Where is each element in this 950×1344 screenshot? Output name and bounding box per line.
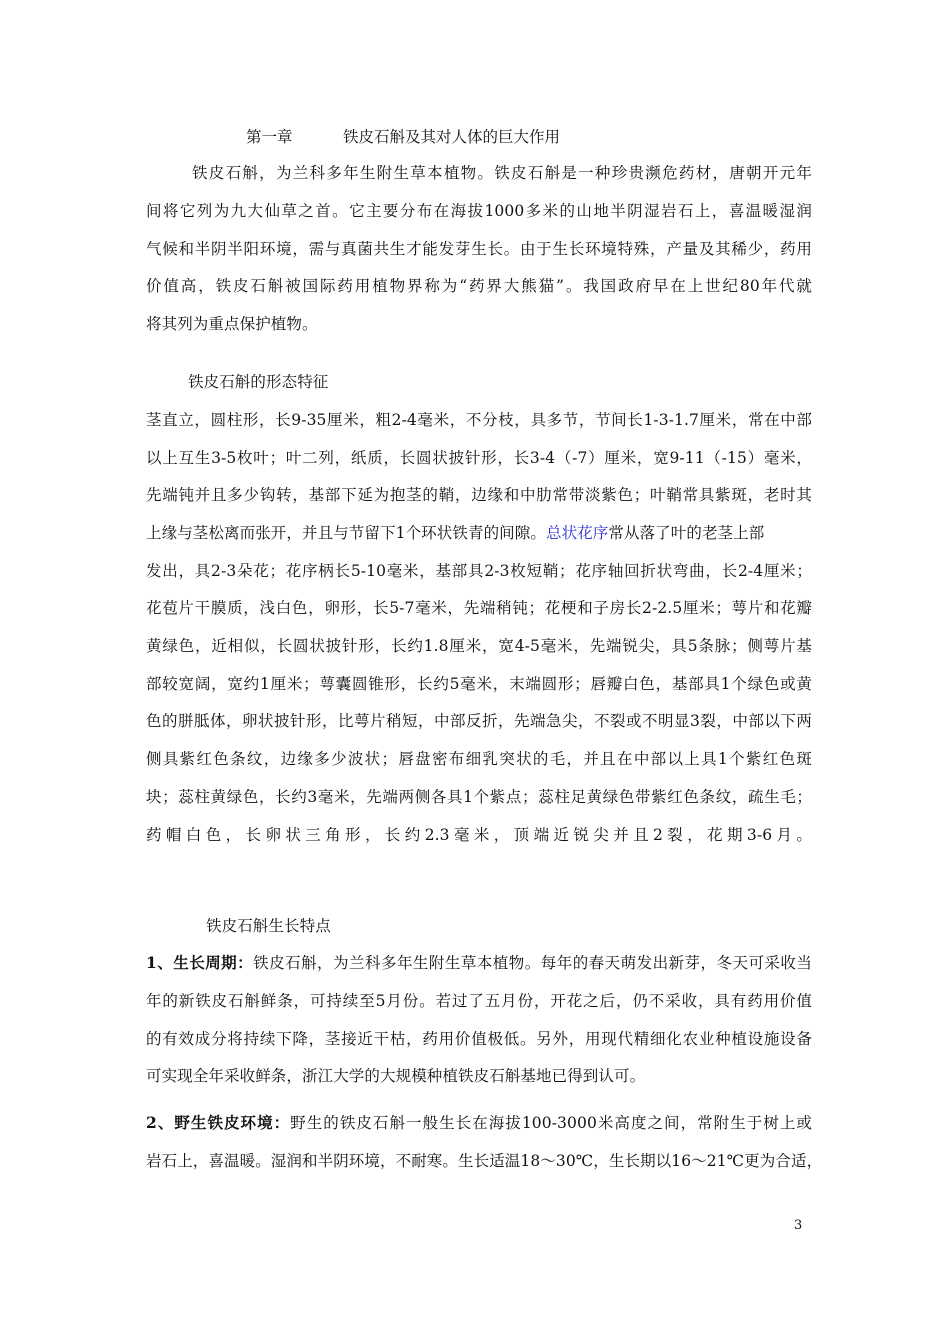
morphology-line: 先端钝并且多少钩转，基部下延为抱茎的鞘，边缘和中肋常带淡紫色；叶鞘常具紫斑，老时其 [146,486,812,504]
growth-item-2-line [146,1113,812,1133]
morphology-line: 花苞片干膜质，浅白色，卵形，长5-7毫米，先端稍钝；花梗和子房长2-2.5厘米；萼片和花瓣 [146,599,812,617]
inflorescence-link[interactable]: 总状花序 [545,524,609,542]
chapter-number: 第一章 [246,128,293,146]
section-heading-growth: 铁皮石斛生长特点 [206,917,331,935]
page-number: 3 [794,1218,803,1233]
morphology-line: 黄绿色，近相似，长圆状披针形，长约1.8厘米，宽4-5毫米，先端锐尖，具5条脉；侧萼片基 [146,637,812,655]
morphology-text: 常从落了叶的老茎上部 [608,524,765,542]
intro-line: 价值高，铁皮石斛被国际药用植物界称为“药界大熊猫”。我国政府早在上世纪80年代就 [146,277,812,295]
morphology-line: 以上互生3-5枚叶；叶二列，纸质，长圆状披针形，长3-4（-7）厘米，宽9-11（-15）毫米， [146,449,812,467]
morphology-line: 部较宽阔，宽约1厘米；萼囊圆锥形，长约5毫米，末端圆形；唇瓣白色，基部具1个绿色或黄 [146,675,812,693]
morphology-line: 侧具紫红色条纹，边缘多少波状；唇盘密布细乳突状的毛，并且在中部以上具1个紫红色斑 [146,750,812,768]
growth-cycle-text: 铁皮石斛，为兰科多年生附生草本植物。每年的春天萌发出新芽，冬天可采收当 [253,954,812,972]
morphology-line: 色的胼胝体，卵状披针形，比萼片稍短，中部反折，先端急尖，不裂或不明显3裂，中部以下两 [146,712,812,730]
morphology-text: 上缘与茎松离而张开，并且与节留下1个环状铁青的间隙。 [146,524,546,542]
chapter-title: 铁皮石斛及其对人体的巨大作用 [343,128,561,146]
morphology-line: 块；蕊柱黄绿色，长约3毫米，先端两侧各具1个紫点；蕊柱足黄绿色带紫红色条纹，疏生毛； [146,788,812,806]
intro-line: 将其列为重点保护植物。 [146,315,318,333]
section-heading-morphology: 铁皮石斛的形态特征 [188,373,329,391]
wild-environment-text: 野生的铁皮石斛一般生长在海拔100-3000米高度之间，常附生于树上或 [290,1114,812,1132]
morphology-line-with-link [146,523,812,543]
intro-line: 气候和半阴半阳环境，需与真菌共生才能发芽生长。由于生长环境特殊，产量及其稀少，药用 [146,240,812,258]
growth-line: 可实现全年采收鲜条，浙江大学的大规模种植铁皮石斛基地已得到认可。 [146,1067,646,1085]
wild-environment-label: 2、野生铁皮环境： [146,1113,291,1132]
morphology-line: 发出，具2-3朵花；花序柄长5-10毫米，基部具2-3枚短鞘；花序轴回折状弯曲，长2-4厘米； [146,562,812,580]
intro-line: 铁皮石斛，为兰科多年生附生草本植物。铁皮石斛是一种珍贵濒危药材，唐朝开元年 [192,164,812,182]
growth-line: 年的新铁皮石斛鲜条，可持续至5月份。若过了五月份，开花之后，仍不采收，具有药用价值 [146,992,812,1010]
morphology-line: 药帽白色，长卵状三角形，长约2.3毫米，顶端近锐尖并且2裂，花期3-6月。 [146,826,812,844]
growth-line: 的有效成分将持续下降，茎接近干枯，药用价值极低。另外，用现代精细化农业种植设施设备 [146,1030,812,1048]
growth-line: 岩石上，喜温暖。湿润和半阴环境，不耐寒。生长适温18～30℃，生长期以16～21℃更为合适， [146,1152,823,1170]
intro-line: 间将它列为九大仙草之首。它主要分布在海拔1000多米的山地半阴湿岩石上，喜温暖湿润 [146,202,812,220]
growth-cycle-label: 1、生长周期： [146,953,254,972]
morphology-line: 茎直立，圆柱形，长9-35厘米，粗2-4毫米，不分枝，具多节，节间长1-3-1.7厘米，常在中部 [146,411,812,429]
growth-item-1-line [146,953,812,973]
